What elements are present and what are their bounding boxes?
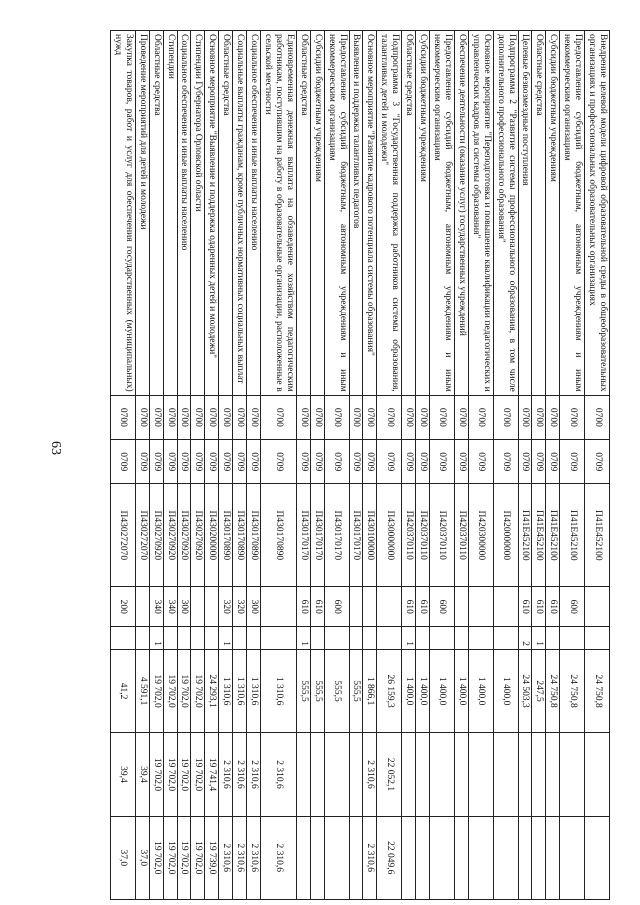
amount-year-2 (430, 733, 455, 816)
amount-year-2: 19 741,4 (205, 733, 219, 816)
section-code: 0700 (135, 395, 149, 439)
section-code: 0700 (363, 395, 377, 439)
row-name: Субсидии бюджетным учреждениям (416, 31, 430, 396)
subsection-code: 0709 (310, 440, 324, 484)
expense-type-code: 300 (247, 587, 261, 627)
amount-year-3 (585, 816, 610, 899)
amount-year-3: 2 310,6 (363, 816, 377, 899)
row-name: Подпрограмма 3 "Государственная поддержка работников системы образования, талантливых детей и молодежи" (377, 31, 402, 396)
target-article-code: П430270920 (149, 484, 163, 587)
section-code: 0700 (560, 395, 585, 439)
subsection-code: 0709 (110, 440, 135, 484)
expense-type-code: 610 (416, 587, 430, 627)
row-name: Подпрограмма 2 "Развитие системы профессионального образования, в том числе дополнительного профессионального образования" (493, 31, 518, 396)
row-name: Стипендии (163, 31, 177, 396)
source-code (349, 627, 363, 650)
target-article-code: П41Е452100 (585, 484, 610, 587)
source-code (560, 627, 585, 650)
amount-year-2: 2 310,6 (233, 733, 247, 816)
expense-type-code: 600 (324, 587, 349, 627)
amount-year-1: 24 293,1 (205, 649, 219, 732)
amount-year-1: 19 702,0 (177, 649, 191, 732)
subsection-code: 0709 (468, 440, 493, 484)
target-article-code: П430170170 (349, 484, 363, 587)
amount-year-2: 2 310,6 (363, 733, 377, 816)
row-name: Социальное обеспечение и иные выплаты населению (177, 31, 191, 396)
section-code: 0700 (430, 395, 455, 439)
amount-year-2 (468, 733, 493, 816)
amount-year-2 (324, 733, 349, 816)
amount-year-2 (493, 733, 518, 816)
amount-year-1: 1 310,6 (233, 649, 247, 732)
section-code: 0700 (177, 395, 191, 439)
amount-year-2: 22 052,1 (377, 733, 402, 816)
amount-year-3 (518, 816, 532, 899)
subsection-code: 0709 (363, 440, 377, 484)
expense-type-code: 600 (430, 587, 455, 627)
subsection-code: 0709 (149, 440, 163, 484)
amount-year-1: 19 702,0 (191, 649, 205, 732)
amount-year-3 (532, 816, 546, 899)
amount-year-3 (296, 816, 310, 899)
subsection-code: 0709 (261, 440, 297, 484)
source-code (363, 627, 377, 650)
target-article-code: П430170170 (296, 484, 310, 587)
section-code: 0700 (149, 395, 163, 439)
section-code: 0700 (261, 395, 297, 439)
amount-year-1: 1 400,0 (430, 649, 455, 732)
amount-year-3: 2 310,6 (247, 816, 261, 899)
source-code: 1 (532, 627, 546, 650)
amount-year-1: 1 310,6 (247, 649, 261, 732)
row-name: Целевые безвозмездные поступления (518, 31, 532, 396)
amount-year-1: 24 750,8 (560, 649, 585, 732)
subsection-code: 0709 (233, 440, 247, 484)
amount-year-3: 2 310,6 (233, 816, 247, 899)
table-row (402, 31, 416, 900)
amount-year-2 (546, 733, 560, 816)
source-code (135, 627, 149, 650)
target-article-code: П420370110 (416, 484, 430, 587)
amount-year-1: 1 866,1 (363, 649, 377, 732)
expense-type-code: 200 (110, 587, 135, 627)
row-name: Социальные выплаты гражданам, кроме публичных нормативных социальных выплат (233, 31, 247, 396)
section-code: 0700 (454, 395, 468, 439)
source-code (233, 627, 247, 650)
amount-year-1: 555,5 (296, 649, 310, 732)
amount-year-2 (349, 733, 363, 816)
amount-year-3: 37,0 (135, 816, 149, 899)
expense-type-code: 610 (296, 587, 310, 627)
amount-year-3 (324, 816, 349, 899)
amount-year-3 (349, 816, 363, 899)
target-article-code: П430272070 (135, 484, 149, 587)
section-code: 0700 (191, 395, 205, 439)
section-code: 0700 (205, 395, 219, 439)
subsection-code: 0709 (296, 440, 310, 484)
expense-type-code (468, 587, 493, 627)
row-name: Основное мероприятие "Выявление и поддержка одаренных детей и молодежи" (205, 31, 219, 396)
source-code: 1 (402, 627, 416, 650)
amount-year-2 (518, 733, 532, 816)
table-row (585, 31, 610, 900)
amount-year-1: 1 400,0 (493, 649, 518, 732)
section-code: 0700 (349, 395, 363, 439)
amount-year-3 (416, 816, 430, 899)
amount-year-1: 24 750,8 (546, 649, 560, 732)
expense-type-code: 300 (177, 587, 191, 627)
amount-year-1: 555,5 (310, 649, 324, 732)
table-row (518, 31, 532, 900)
expense-type-code (349, 587, 363, 627)
table-row (205, 31, 219, 900)
row-name: Предоставление субсидий бюджетным, автономным учреждениям и иным некоммерческим организациям (430, 31, 455, 396)
target-article-code: П430272070 (110, 484, 135, 587)
section-code: 0700 (402, 395, 416, 439)
target-article-code: П41Е452100 (546, 484, 560, 587)
subsection-code: 0709 (532, 440, 546, 484)
source-code (205, 627, 219, 650)
target-article-code: П430200000 (205, 484, 219, 587)
source-code: 2 (518, 627, 532, 650)
amount-year-2: 2 310,6 (261, 733, 297, 816)
subsection-code: 0709 (135, 440, 149, 484)
row-name: Областные средства (402, 31, 416, 396)
amount-year-3: 2 310,6 (261, 816, 297, 899)
expense-type-code: 340 (149, 587, 163, 627)
amount-year-2: 19 702,0 (191, 733, 205, 816)
page-number: 63 (48, 441, 63, 455)
section-code: 0700 (324, 395, 349, 439)
source-code (430, 627, 455, 650)
table-row (177, 31, 191, 900)
table-row (454, 31, 468, 900)
subsection-code: 0709 (324, 440, 349, 484)
expense-type-code: 600 (560, 587, 585, 627)
amount-year-3: 37,0 (110, 816, 135, 899)
expense-type-code: 610 (310, 587, 324, 627)
budget-table-body (110, 31, 609, 900)
expense-type-code (363, 587, 377, 627)
subsection-code: 0709 (430, 440, 455, 484)
target-article-code: П420370110 (430, 484, 455, 587)
amount-year-2 (585, 733, 610, 816)
amount-year-1: 41,2 (110, 649, 135, 732)
row-name: Основное мероприятие "Развитие кадрового потенциала системы образования" (363, 31, 377, 396)
row-name: Стипендии Губернатора Орловской области (191, 31, 205, 396)
amount-year-3: 2 310,6 (219, 816, 233, 899)
subsection-code: 0709 (493, 440, 518, 484)
target-article-code: П41Е452100 (532, 484, 546, 587)
target-article-code: П420000000 (493, 484, 518, 587)
table-row (377, 31, 402, 900)
subsection-code: 0709 (191, 440, 205, 484)
amount-year-1: 555,5 (349, 649, 363, 732)
amount-year-1: 19 702,0 (149, 649, 163, 732)
row-name: Основное мероприятие "Переподготовка и повышение квалификации педагогических и управленческих кадров для системы образования" (468, 31, 493, 396)
amount-year-2: 19 702,0 (177, 733, 191, 816)
amount-year-3 (454, 816, 468, 899)
amount-year-3 (468, 816, 493, 899)
target-article-code: П420370110 (454, 484, 468, 587)
row-name: Областные средства (532, 31, 546, 396)
section-code: 0700 (493, 395, 518, 439)
source-code (377, 627, 402, 650)
target-article-code: П41Е452100 (560, 484, 585, 587)
table-row (233, 31, 247, 900)
amount-year-2: 2 310,6 (219, 733, 233, 816)
amount-year-2: 2 310,6 (247, 733, 261, 816)
source-code (324, 627, 349, 650)
subsection-code: 0709 (416, 440, 430, 484)
subsection-code: 0709 (454, 440, 468, 484)
row-name: Проведение мероприятий для детей и молодежи (135, 31, 149, 396)
amount-year-1: 24 750,8 (585, 649, 610, 732)
row-name: Закупка товаров, работ и услуг для обеспечения государственных (муниципальных) нужд (110, 31, 135, 396)
target-article-code: П420370110 (402, 484, 416, 587)
subsection-code: 0709 (219, 440, 233, 484)
table-row (296, 31, 310, 900)
section-code: 0700 (377, 395, 402, 439)
amount-year-3: 19 702,0 (177, 816, 191, 899)
subsection-code: 0709 (518, 440, 532, 484)
table-row (468, 31, 493, 900)
section-code: 0700 (110, 395, 135, 439)
source-code (110, 627, 135, 650)
expense-type-code (135, 587, 149, 627)
target-article-code: П430270920 (177, 484, 191, 587)
table-row (110, 31, 135, 900)
source-code: 1 (149, 627, 163, 650)
amount-year-1: 1 400,0 (416, 649, 430, 732)
target-article-code: П430170890 (219, 484, 233, 587)
table-row (363, 31, 377, 900)
table-row (349, 31, 363, 900)
table-row (560, 31, 585, 900)
amount-year-1: 1 310,6 (219, 649, 233, 732)
expense-type-code (191, 587, 205, 627)
source-code (191, 627, 205, 650)
expense-type-code (377, 587, 402, 627)
subsection-code: 0709 (163, 440, 177, 484)
expense-type-code: 610 (532, 587, 546, 627)
target-article-code: П430170170 (324, 484, 349, 587)
table-row (135, 31, 149, 900)
budget-table-container (90, 30, 610, 900)
amount-year-1: 1 310,6 (261, 649, 297, 732)
expense-type-code: 610 (518, 587, 532, 627)
section-code: 0700 (518, 395, 532, 439)
amount-year-3 (560, 816, 585, 899)
budget-table (110, 30, 610, 900)
source-code (416, 627, 430, 650)
expense-type-code (261, 587, 297, 627)
amount-year-1: 4 591,1 (135, 649, 149, 732)
section-code: 0700 (163, 395, 177, 439)
table-row (247, 31, 261, 900)
section-code: 0700 (247, 395, 261, 439)
source-code (163, 627, 177, 650)
row-name: Социальное обеспечение и иные выплаты населению (247, 31, 261, 396)
amount-year-3: 19 702,0 (149, 816, 163, 899)
row-name: Предоставление субсидий бюджетным, автономным учреждениям и иным некоммерческим организациям (324, 31, 349, 396)
amount-year-2 (296, 733, 310, 816)
subsection-code: 0709 (247, 440, 261, 484)
subsection-code: 0709 (177, 440, 191, 484)
amount-year-3: 19 702,0 (163, 816, 177, 899)
row-name: Субсидии бюджетным учреждениям (546, 31, 560, 396)
amount-year-2 (402, 733, 416, 816)
source-code (546, 627, 560, 650)
section-code: 0700 (468, 395, 493, 439)
section-code: 0700 (219, 395, 233, 439)
table-row (310, 31, 324, 900)
table-row (163, 31, 177, 900)
table-row (546, 31, 560, 900)
section-code: 0700 (546, 395, 560, 439)
expense-type-code (205, 587, 219, 627)
amount-year-3: 22 049,6 (377, 816, 402, 899)
table-row (261, 31, 297, 900)
source-code (261, 627, 297, 650)
source-code (454, 627, 468, 650)
target-article-code: П430170890 (247, 484, 261, 587)
section-code: 0700 (585, 395, 610, 439)
section-code: 0700 (416, 395, 430, 439)
row-name: Областные средства (149, 31, 163, 396)
target-article-code: П430170170 (310, 484, 324, 587)
amount-year-1: 24 503,3 (518, 649, 532, 732)
table-row (219, 31, 233, 900)
subsection-code: 0709 (349, 440, 363, 484)
source-code (177, 627, 191, 650)
row-name: Выявление и поддержка талантливых педагогов (349, 31, 363, 396)
table-row (416, 31, 430, 900)
target-article-code: П430270920 (191, 484, 205, 587)
target-article-code: П430000000 (377, 484, 402, 587)
amount-year-3 (430, 816, 455, 899)
amount-year-3 (493, 816, 518, 899)
expense-type-code (454, 587, 468, 627)
source-code (310, 627, 324, 650)
target-article-code: П430170890 (261, 484, 297, 587)
subsection-code: 0709 (377, 440, 402, 484)
amount-year-3 (310, 816, 324, 899)
expense-type-code: 320 (219, 587, 233, 627)
amount-year-1: 247,5 (532, 649, 546, 732)
section-code: 0700 (233, 395, 247, 439)
expense-type-code: 340 (163, 587, 177, 627)
row-name: Областные средства (219, 31, 233, 396)
subsection-code: 0709 (205, 440, 219, 484)
table-row (430, 31, 455, 900)
amount-year-3: 19 702,0 (191, 816, 205, 899)
amount-year-2 (454, 733, 468, 816)
section-code: 0700 (532, 395, 546, 439)
expense-type-code: 610 (402, 587, 416, 627)
target-article-code: П430100000 (363, 484, 377, 587)
expense-type-code: 610 (546, 587, 560, 627)
amount-year-2: 19 702,0 (163, 733, 177, 816)
target-article-code: П430170890 (233, 484, 247, 587)
amount-year-1: 1 400,0 (454, 649, 468, 732)
amount-year-2: 19 702,0 (149, 733, 163, 816)
amount-year-3 (546, 816, 560, 899)
amount-year-1: 19 702,0 (163, 649, 177, 732)
amount-year-2 (310, 733, 324, 816)
amount-year-1: 26 159,3 (377, 649, 402, 732)
source-code: 1 (296, 627, 310, 650)
amount-year-2 (532, 733, 546, 816)
subsection-code: 0709 (560, 440, 585, 484)
expense-type-code: 320 (233, 587, 247, 627)
table-row (191, 31, 205, 900)
row-name: Внедрение целевой модели цифровой образовательной среды в общеобразовательных организациях и профессиональных образовательных организациях (585, 31, 610, 396)
amount-year-1: 555,5 (324, 649, 349, 732)
amount-year-3 (402, 816, 416, 899)
source-code (247, 627, 261, 650)
amount-year-2 (560, 733, 585, 816)
amount-year-2: 39,4 (110, 733, 135, 816)
row-name: Областные средства (296, 31, 310, 396)
subsection-code: 0709 (585, 440, 610, 484)
amount-year-1: 1 400,0 (402, 649, 416, 732)
amount-year-2: 39,4 (135, 733, 149, 816)
source-code (468, 627, 493, 650)
table-row (149, 31, 163, 900)
source-code (585, 627, 610, 650)
row-name: Единовременная денежная выплата на обзаведение хозяйством педагогическим работникам, поступившим на работу в образовательные организации, расположенные в сельской местности (261, 31, 297, 396)
amount-year-3: 19 739,0 (205, 816, 219, 899)
expense-type-code (493, 587, 518, 627)
target-article-code: П430270920 (163, 484, 177, 587)
table-row (493, 31, 518, 900)
row-name: Субсидии бюджетным учреждениям (310, 31, 324, 396)
section-code: 0700 (310, 395, 324, 439)
subsection-code: 0709 (546, 440, 560, 484)
source-code: 1 (219, 627, 233, 650)
table-row (324, 31, 349, 900)
amount-year-1: 1 400,0 (468, 649, 493, 732)
amount-year-2 (416, 733, 430, 816)
target-article-code: П420300000 (468, 484, 493, 587)
subsection-code: 0709 (402, 440, 416, 484)
expense-type-code (585, 587, 610, 627)
target-article-code: П41Е452100 (518, 484, 532, 587)
table-row (532, 31, 546, 900)
row-name: Обеспечение деятельности (оказание услуг) государственных учреждений (454, 31, 468, 396)
row-name: Предоставление субсидий бюджетным, автономным учреждениям и иным некоммерческим организациям (560, 31, 585, 396)
section-code: 0700 (296, 395, 310, 439)
source-code (493, 627, 518, 650)
